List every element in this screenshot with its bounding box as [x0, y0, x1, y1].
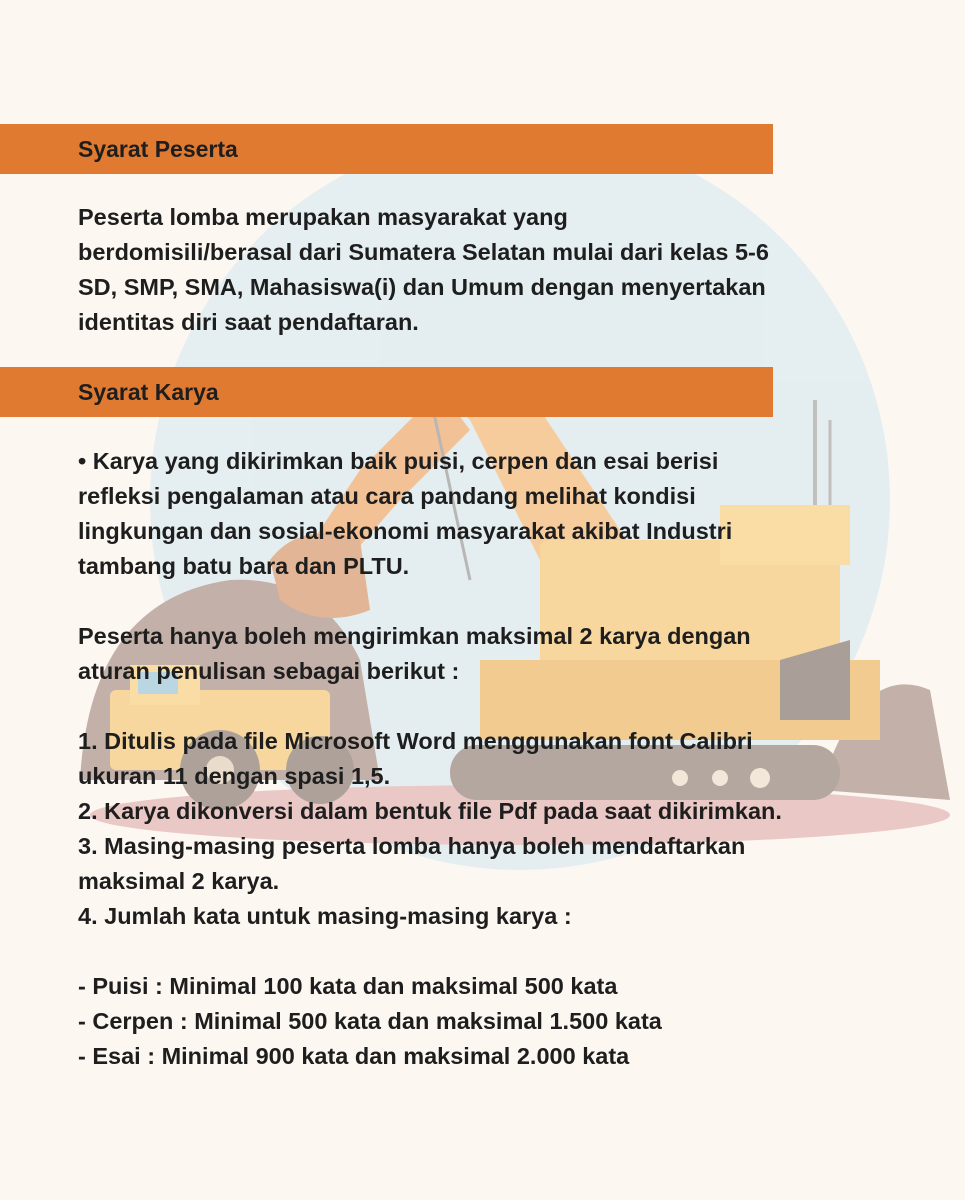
syarat-peserta-banner	[0, 124, 773, 174]
peserta-line: Peserta lomba merupakan masyarakat yang	[78, 204, 568, 230]
word-count-line: - Cerpen : Minimal 500 kata dan maksimal 1.500 kata	[78, 1008, 662, 1034]
karya-rule-line: maksimal 2 karya.	[78, 868, 280, 894]
peserta-line: berdomisili/berasal dari Sumatera Selatan mulai dari kelas 5-6	[78, 239, 769, 265]
word-count-line: - Esai : Minimal 900 kata dan maksimal 2.000 kata	[78, 1043, 630, 1069]
peserta-line: identitas diri saat pendaftaran.	[78, 309, 419, 335]
syarat-peserta-body	[78, 200, 938, 340]
karya-rule-line: 3. Masing-masing peserta lomba hanya boleh mendaftarkan	[78, 833, 746, 859]
karya-rule-line: 1. Ditulis pada file Microsoft Word menggunakan font Calibri	[78, 728, 753, 754]
karya-rule-line: 2. Karya dikonversi dalam bentuk file Pdf pada saat dikirimkan.	[78, 798, 782, 824]
karya-bullet-line: • Karya yang dikirimkan baik puisi, cerpen dan esai berisi	[78, 448, 719, 474]
karya-rule-line: 4. Jumlah kata untuk masing-masing karya :	[78, 903, 572, 929]
karya-rule-line: ukuran 11 dengan spasi 1,5.	[78, 763, 391, 789]
syarat-peserta-heading: Syarat Peserta	[78, 135, 238, 162]
peserta-line: SD, SMP, SMA, Mahasiswa(i) dan Umum dengan menyertakan	[78, 274, 766, 300]
word-count-line: - Puisi : Minimal 100 kata dan maksimal 500 kata	[78, 973, 618, 999]
karya-bullet-line: refleksi pengalaman atau cara pandang melihat kondisi	[78, 483, 696, 509]
syarat-karya-body	[78, 444, 938, 1074]
syarat-karya-heading: Syarat Karya	[78, 378, 219, 405]
karya-intro-line: aturan penulisan sebagai berikut :	[78, 658, 460, 684]
karya-bullet-line: lingkungan dan sosial-ekonomi masyarakat akibat Industri	[78, 518, 733, 544]
karya-intro-line: Peserta hanya boleh mengirimkan maksimal 2 karya dengan	[78, 623, 751, 649]
karya-bullet-line: tambang batu bara dan PLTU.	[78, 553, 410, 579]
syarat-karya-banner	[0, 367, 773, 417]
